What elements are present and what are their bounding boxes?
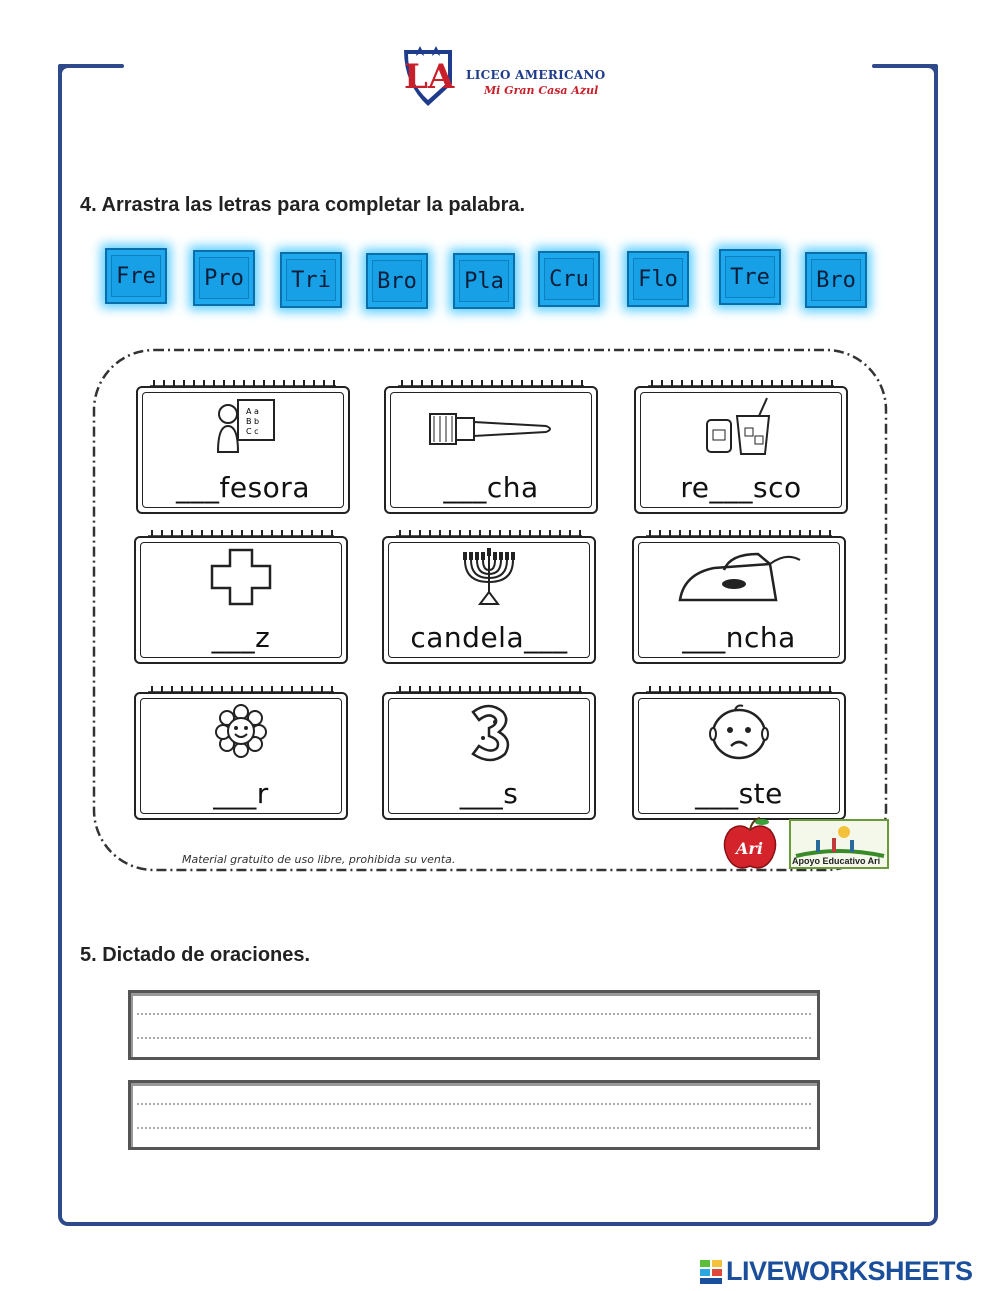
word-card [632, 686, 846, 820]
incomplete-word[interactable]: candela___ [410, 621, 568, 654]
syllable-tile[interactable] [719, 249, 781, 305]
exercise-4-title: 4. Arrastra las letras para completar la palabra. [80, 194, 526, 216]
flower-icon [134, 702, 348, 762]
credit-logo [720, 816, 890, 872]
syllable-tile[interactable] [105, 248, 167, 304]
guide-line [137, 1013, 811, 1015]
syllable-tile[interactable] [538, 251, 600, 307]
logo-letters: LA [404, 57, 455, 97]
school-name: LICEO AMERICANO [466, 68, 606, 82]
school-slogan: Mi Gran Casa Azul [484, 84, 599, 97]
syllable-label: Flo [633, 258, 683, 300]
incomplete-word[interactable]: ___fesora [176, 471, 310, 504]
shield-logo-icon [396, 44, 460, 108]
syllable-tile[interactable] [366, 253, 428, 309]
frame-corner-left [58, 64, 72, 78]
cross-icon [134, 546, 348, 606]
footer-note: Material gratuito de uso libre, prohibida su venta. [182, 853, 456, 866]
syllable-label: Pro [199, 257, 249, 299]
syllable-tile[interactable] [627, 251, 689, 307]
iron-icon [632, 546, 846, 606]
incomplete-word[interactable]: ___cha [443, 471, 539, 504]
guide-line [137, 1103, 811, 1105]
number-three-icon [382, 702, 596, 762]
brand-name: LIVEWORKSHEETS [726, 1256, 973, 1286]
syllable-tile[interactable] [805, 252, 867, 308]
credit-mark: Ari [736, 839, 763, 858]
svg-text:A a: A a [246, 407, 259, 416]
syllable-label: Fre [111, 255, 161, 297]
liveworksheets-logo-icon [700, 1260, 722, 1284]
word-card [134, 530, 348, 664]
word-card [384, 380, 598, 514]
incomplete-word[interactable]: ___s [459, 777, 519, 810]
word-card [632, 530, 846, 664]
exercise-5-title: 5. Dictado de oraciones. [80, 944, 311, 966]
teacher-icon [136, 396, 350, 456]
incomplete-word[interactable]: ___r [213, 777, 269, 810]
drinks-icon [634, 396, 848, 456]
incomplete-word[interactable]: re___sco [680, 471, 802, 504]
syllable-label: Tri [286, 259, 336, 301]
svg-text:C c: C c [246, 427, 259, 436]
word-card [634, 380, 848, 514]
school-logo [396, 40, 616, 110]
syllable-label: Tre [725, 256, 775, 298]
incomplete-word[interactable]: ___z [211, 621, 271, 654]
credit-label: Apoyo Educativo Ari [792, 856, 881, 866]
guide-line [137, 1127, 811, 1129]
guide-line [137, 1037, 811, 1039]
word-card [382, 686, 596, 820]
word-card [136, 380, 350, 514]
candelabra-icon [382, 546, 596, 606]
svg-text:B b: B b [246, 417, 260, 426]
syllable-label: Bro [811, 259, 861, 301]
word-activity-area [92, 348, 888, 874]
incomplete-word[interactable]: ___ste [695, 777, 783, 810]
word-card [134, 686, 348, 820]
writing-line-1[interactable] [128, 990, 820, 1060]
word-card [382, 530, 596, 664]
paintbrush-icon [384, 396, 598, 456]
syllable-label: Pla [459, 260, 509, 302]
incomplete-word[interactable]: ___ncha [682, 621, 796, 654]
liveworksheets-brand[interactable] [700, 1256, 973, 1287]
syllable-tile[interactable] [280, 252, 342, 308]
syllable-label: Cru [544, 258, 594, 300]
syllable-label: Bro [372, 260, 422, 302]
syllable-tile[interactable] [193, 250, 255, 306]
sad-face-icon [632, 702, 846, 762]
syllable-tile[interactable] [453, 253, 515, 309]
writing-line-2[interactable] [128, 1080, 820, 1150]
